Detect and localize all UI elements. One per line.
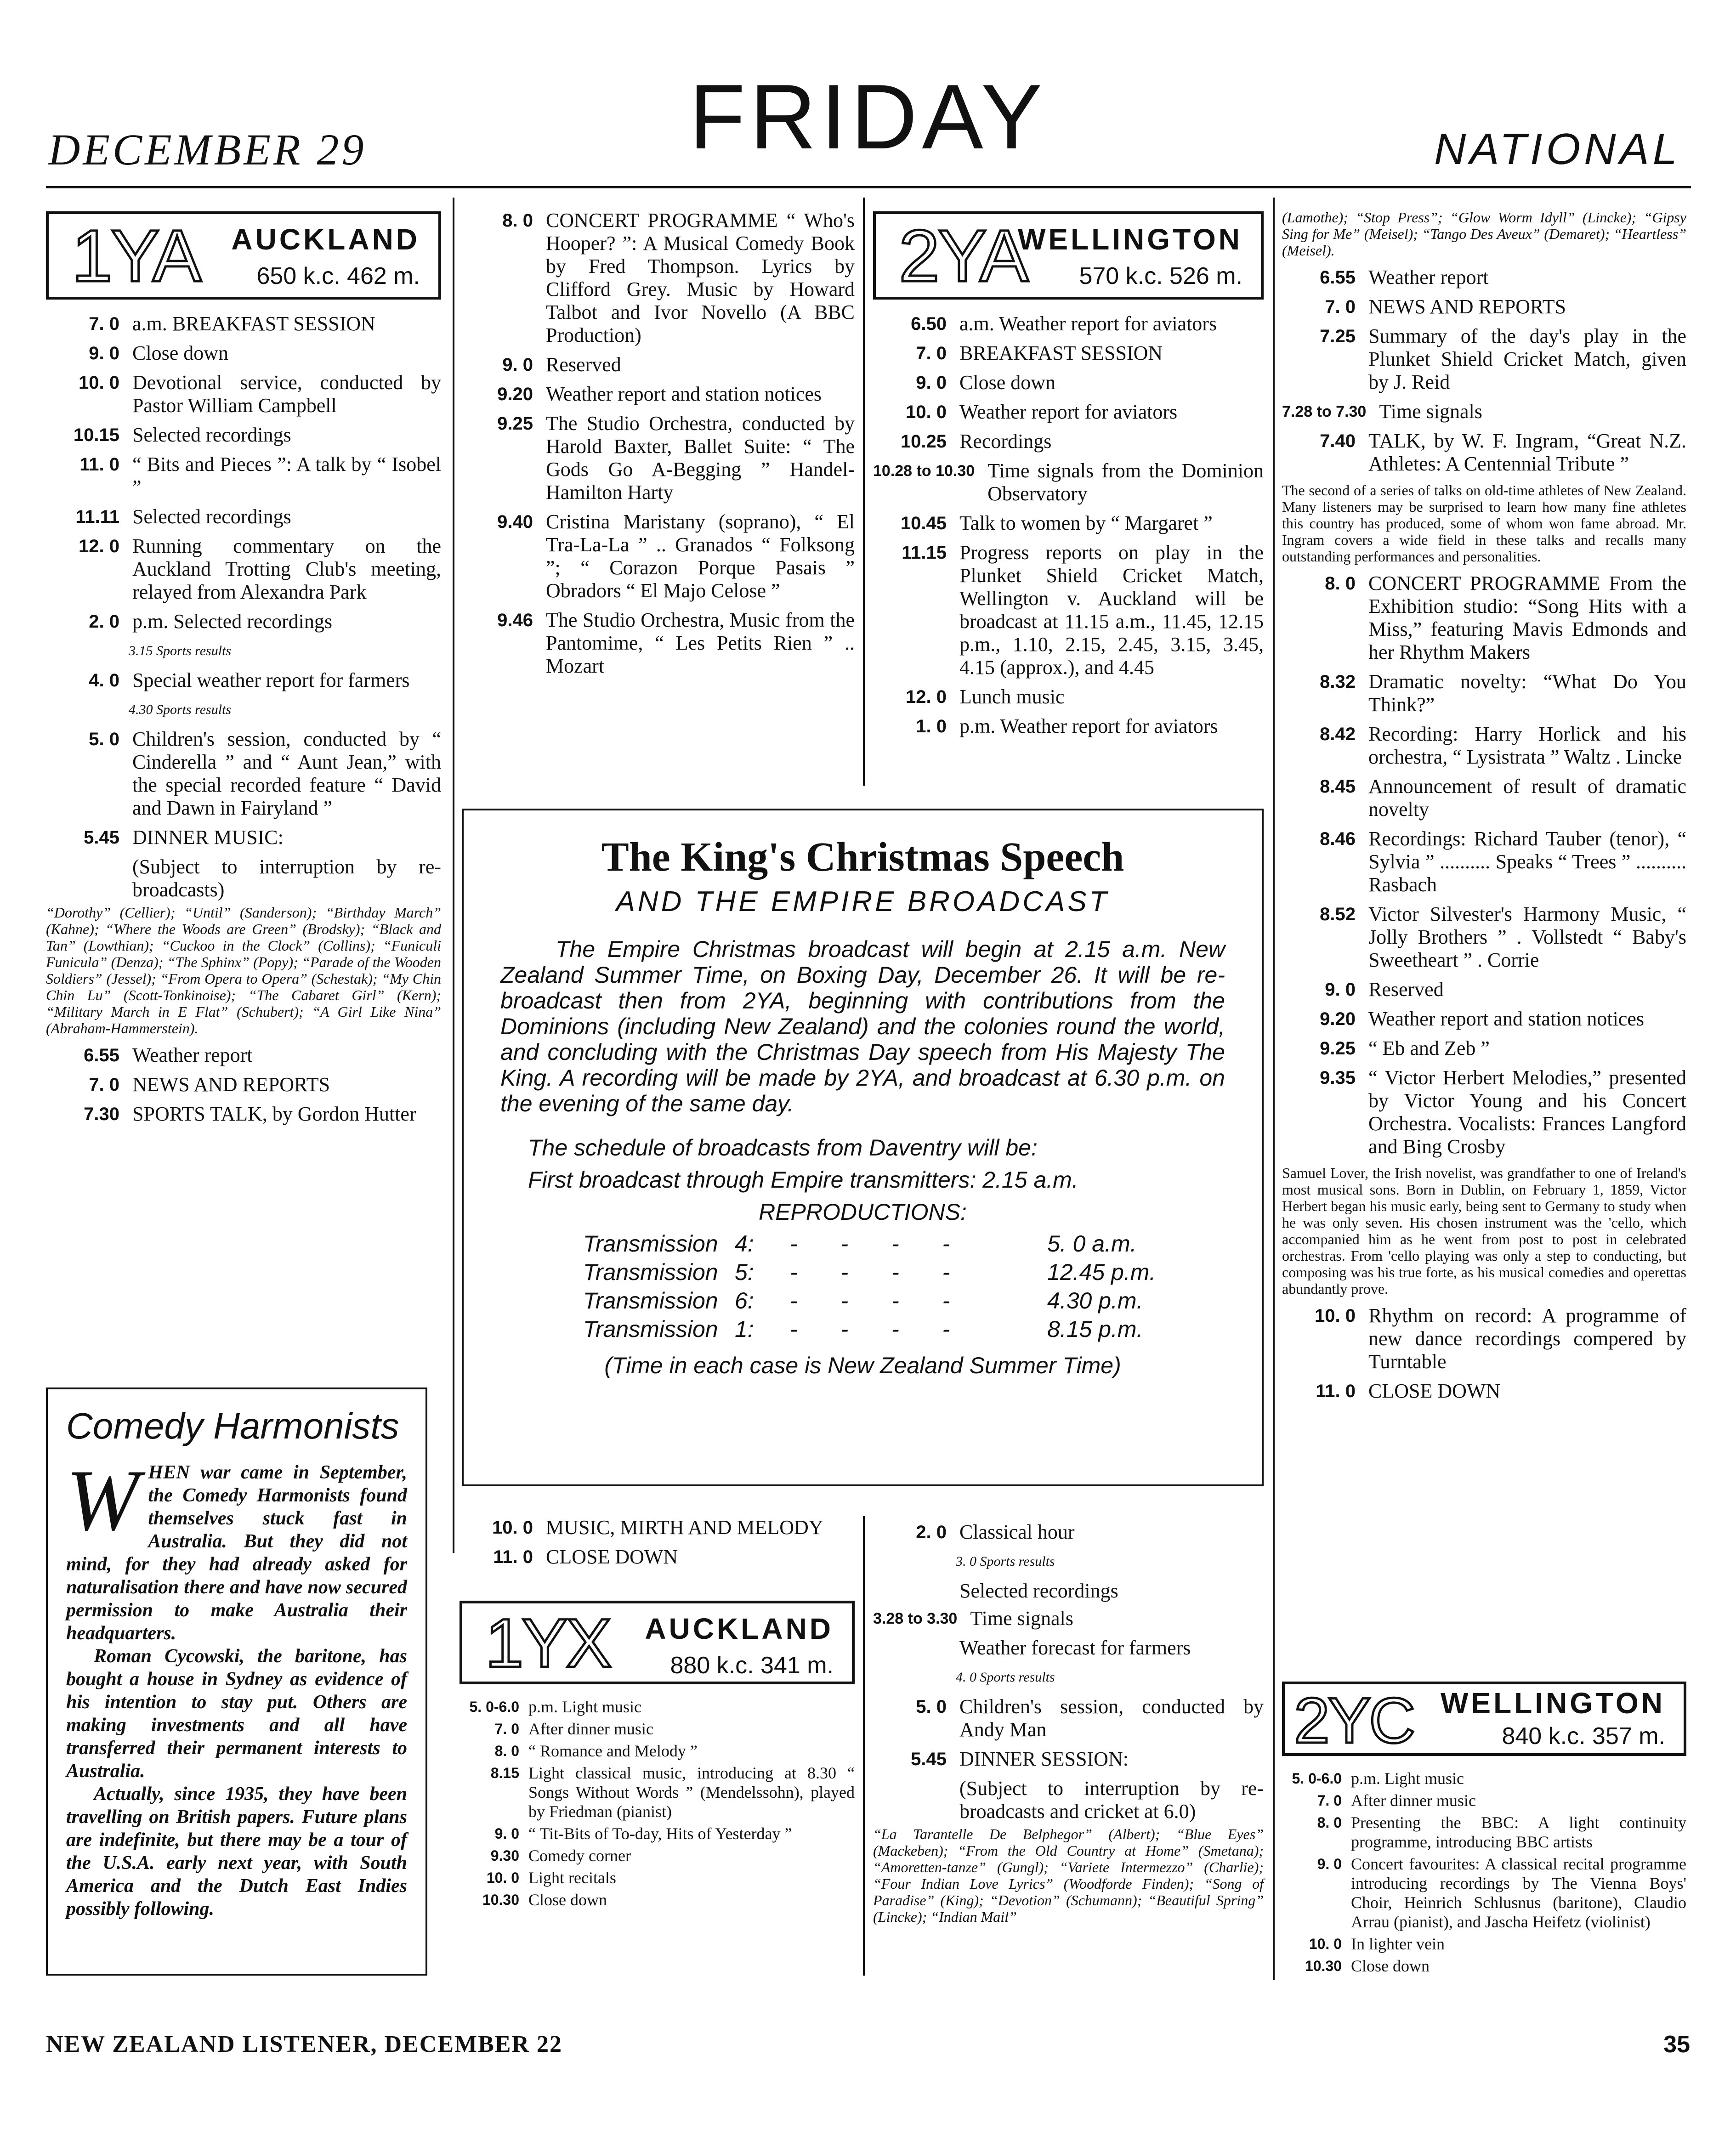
speech-schedule-intro: The schedule of broadcasts from Daventry will be: [528,1135,1038,1161]
programme-item: 10.45 Talk to women by “ Margaret ” [900,512,1213,534]
column-2yc [1282,1682,1686,1978]
column-1yA [46,211,441,1132]
station-logo: 1YA [72,215,200,297]
programme-item: 9. 0 Reserved [502,353,621,376]
comedy-title: Comedy Harmonists [66,1405,399,1446]
station-city: WELLINGTON [1018,223,1242,256]
programme-item: 10. 0 Light recitals [486,1869,616,1887]
programme-item: 8.52 Victor Silvester's Harmony Music, “ Jolly Brothers ” . Vollstedt “ Baby's Sweetheart ” . Corrie [1320,903,1686,971]
programme-item: 7.25 Summary of the day's play in the Plunket Shield Cricket Match, given by J. Reid [1320,325,1686,393]
comedy-para-3: Actually, since 1935, they have been travelling on British papers. Future plans are indefinite, but there may be a tour of the U.S.A. early next year, with South America and the Dutch East Indies possibly following. [66,1784,407,1920]
programme-item: 9.25 The Studio Orchestra, conducted by Harold Baxter, Ballet Suite: “ The Gods Go A-Begging ” Handel-Hamilton Harty [497,412,855,504]
speech-reproductions-heading: REPRODUCTIONS: [759,1199,967,1225]
station-frequency: 840 k.c. 357 m. [1502,1723,1665,1750]
programme-item: 8. 0 “ Romance and Melody ” [494,1742,698,1760]
programme-item: 10. 0 Rhythm on record: A programme of new dance recordings compered by Turntable [1315,1304,1686,1373]
programme-item: 6.55 Weather report [84,1044,253,1066]
programme-item: 8. 0 Presenting the BBC: A light continuity programme, introducing BBC artists [1317,1813,1686,1851]
comedy-para-2: Roman Cycowski, the baritone, has bought a house in Sydney as evidence of his intention to stay put. Others are making investments and all have transferred their permanent interests to Australia. [66,1646,407,1782]
comedy-body [66,1452,407,1920]
column-rule-1 [453,198,454,1553]
kings-speech-box [462,809,1264,1486]
programme-item: 4. 0 Special weather report for farmers [89,669,410,691]
header-day: FRIDAY [689,66,1047,168]
programme-item: 12. 0 Running commentary on the Auckland Trotting Club's meeting, relayed from Alexandra Park [79,535,441,603]
speech-subtitle: AND THE EMPIRE BROADCAST [616,886,1110,917]
comedy-harmonists-box [46,1387,427,1976]
sports-results-note: 3.15 Sports results [129,643,232,658]
speech-footnote: (Time in each case is New Zealand Summer Time) [604,1353,1121,1378]
programme-item: 11.11 Selected recordings [75,505,291,528]
programme-item: 5.45 DINNER SESSION: [911,1748,1129,1770]
programme-item: 8.45 Announcement of result of dramatic novelty [1320,775,1686,821]
1yx-schedule [460,1697,855,1909]
station-logo: 2YC [1294,1684,1414,1756]
2yc-schedule [1282,1769,1686,1976]
programme-item: 9.40 Cristina Maristany (soprano), “ El Tra-La-La ” .. Granados “ Folksong ”; “ Corazon Porque Pasais ” Obradors “ El Majo Celose ” [497,510,855,602]
station-frequency: 650 k.c. 462 m. [256,263,420,289]
selected-recordings: Selected recordings [959,1580,1118,1602]
speech-body: The Empire Christmas broadcast will begin at 2.15 a.m. New Zealand Summer Time, on Boxing Day, December 26. It will be re-broadcast then from 2YA, beginning with contributions from the Dominions (including New Zealand) and the colonies round the world, and concluding with the Christmas Day speech from His Majesty The King. A recording will be made by 2YA, and broadcast at 6.30 p.m. on the evening of the same day. [500,936,1225,1116]
programme-item: 9. 0 “ Tit-Bits of To-day, Hits of Yesterday ” [494,1824,792,1843]
programme-item: 7.28 to 7.30 Time signals [1282,400,1482,423]
header-network: NATIONAL [1434,125,1681,174]
programme-item: 5.45 DINNER MUSIC: [84,826,284,849]
column-1yx [460,1516,855,1912]
programme-item: 5. 0 Children's session, conducted by “ Cinderella ” and “ Aunt Jean,” with the special recorded feature “ David and Dawn in Fairyland ” [89,728,441,819]
programme-item: 12. 0 Lunch music [906,685,1065,708]
comedy-para-1: HEN war came in September, the Comedy Harmonists found themselves stuck fast in Australia. But they did not mind, for they had already asked for naturalisation there and have now secured permission to make Australia their headquarters. [66,1462,407,1644]
programme-item: 5. 0-6.0 p.m. Light music [1292,1769,1464,1788]
transmission-row: Transmission 5: - - - - 12.45 p.m. [583,1259,1156,1285]
programme-item: 9.35 “ Victor Herbert Melodies,” presented by Victor Young and his Concert Orchestra. Vocalists: Frances Langford and Bing Crosby [1320,1066,1686,1158]
station-1yx-banner [460,1601,855,1684]
station-2ya-banner [873,211,1264,300]
column-2ya-evening [1282,209,1686,1409]
programme-item: 9.46 The Studio Orchestra, Music from the Pantomime, “ Les Petits Rien ” .. Mozart [497,609,855,677]
programme-item: 9. 0 Concert favourites: A classical recital programme introducing recordings by The Vienna Boys' Choir, Heinrich Schlusnus (baritone), Claudio Arrau (pianist), and Jascha Heifetz (violinist) [1317,1855,1686,1931]
programme-item: 5. 0 Children's session, conducted by Andy Man [916,1695,1264,1741]
programme-item: 10. 0 Devotional service, conducted by Pastor William Campbell [79,371,441,417]
speech-title: The King's Christmas Speech [601,834,1124,880]
station-1ya-banner [46,211,441,300]
programme-item: 7. 0 BREAKFAST SESSION [916,342,1163,364]
programme-item: 9. 0 Reserved [1325,978,1444,1001]
programme-item: 1. 0 p.m. Weather report for aviators [916,715,1218,737]
station-city: AUCKLAND [645,1612,834,1645]
programme-item: 7. 0 NEWS AND REPORTS [89,1073,330,1096]
sports-results-note: 4.30 Sports results [129,702,232,717]
programme-item: 7.30 SPORTS TALK, by Gordon Hutter [84,1103,416,1125]
programme-item: 10.25 Recordings [900,430,1052,453]
programme-item: 3.28 to 3.30 Time signals [873,1607,1073,1630]
programme-item: 8. 0 CONCERT PROGRAMME “ Who's Hooper? ”: A Musical Comedy Book by Fred Thompson. Lyrics by Clifford Grey. Music by Howard Talbot and Ivor Novello (A BBC Production) [502,209,855,346]
dinner-music-list-continued: (Lamothe); “Stop Press”; “Glow Worm Idyll” (Lincke); “Gipsy Sing for Me” (Meisel); “Tango Des Aveux” (Demaret); “Heartless” (Meisel). [1282,209,1686,259]
transmission-row: Transmission 1: - - - - 8.15 p.m. [583,1316,1143,1342]
programme-item: 10.28 to 10.30 Time signals from the Dominion Observatory [873,459,1264,505]
station-city: WELLINGTON [1441,1687,1665,1720]
programme-item: 6.50 a.m. Weather report for aviators [911,312,1217,335]
programme-item: 7.40 TALK, by W. F. Ingram, “Great N.Z. Athletes: A Centennial Tribute ” [1320,430,1686,475]
dinner-music-list: “Dorothy” (Cellier); “Until” (Sanderson); “Birthday March” (Kahne); “Where the Woods are Green” (Brodsky); “Black and Tan” (Lowthian); “Cuckoo in the Clock” (Collins); “Funiculi Funicula” (Denza); “The Sphinx” (Popy); “Parade of the Wooden Soldiers” (Jessel); “From Opera to Opera” (Schestak); “My Chin Chin Lu” (Scott-Tonkinoise); “The Cabaret Girl” (Kern); “Military March in E Flat” (Schubert); “A Girl Like Nina” (Abraham-Hammerstein). [46,904,441,1036]
programme-item: 9.30 Comedy corner [490,1846,631,1865]
programme-item: 8. 0 CONCERT PROGRAMME From the Exhibition studio: “Song Hits with a Miss,” featuring Mavis Edmonds and her Rhythm Makers [1325,572,1686,663]
programme-item: Weather forecast for farmers [959,1637,1191,1659]
station-logo: 2YA [899,215,1027,297]
programme-item: 11. 0 CLOSE DOWN [1316,1380,1501,1402]
programme-item: 2. 0 Classical hour [916,1521,1075,1543]
programme-item: 10. 0 In lighter vein [1309,1935,1445,1953]
programme-item: 9.20 Weather report and station notices [1320,1008,1645,1030]
programme-item: 8.15 Light classical music, introducing at 8.30 “ Songs Without Words ” (Mendelssohn), played by Friedman (pianist) [490,1764,855,1821]
programme-item: 2. 0 p.m. Selected recordings [89,610,332,633]
programme-item: 5. 0-6.0 p.m. Light music [469,1698,641,1716]
transmission-row: Transmission 4: - - - - 5. 0 a.m. [583,1231,1137,1257]
column-1ya-evening [460,209,855,684]
station-frequency: 570 k.c. 526 m. [1079,263,1242,289]
column-rule-2b [863,1516,865,1976]
programme-item: 9.25 “ Eb and Zeb ” [1320,1037,1490,1059]
station-frequency: 880 k.c. 341 m. [670,1652,834,1679]
header-date: DECEMBER 29 [48,125,367,174]
footer-publication: NEW ZEALAND LISTENER, DECEMBER 22 [46,2031,563,2057]
programme-item: 7. 0 NEWS AND REPORTS [1325,295,1566,318]
column-rule-3 [1273,198,1275,1980]
programme-item: 7. 0 After dinner music [1317,1791,1476,1810]
programme-item: 11. 0 CLOSE DOWN [493,1546,678,1568]
programme-item: 7. 0 After dinner music [494,1720,653,1738]
sports-results-note: 4. 0 Sports results [956,1670,1055,1685]
programme-item: 11. 0 “ Bits and Pieces ”: A talk by “ Isobel ” [79,453,441,498]
programme-item: 10.30 Close down [482,1891,607,1909]
footer-page-number: 35 [1663,2031,1690,2058]
programme-item: 8.42 Recording: Harry Horlick and his orchestra, “ Lysistrata ” Waltz . Lincke [1320,723,1686,768]
programme-item: 8.46 Recordings: Richard Tauber (tenor), “ Sylvia ” .......... Speaks “ Trees ” .......... Rasbach [1320,827,1686,896]
transmission-row: Transmission 6: - - - - 4.30 p.m. [583,1288,1143,1314]
herbert-note: Samuel Lover, the Irish novelist, was grandfather to one of Ireland's most musical sons. Born in Dublin, on February 1, 1859, Victor Herbert began his music early, being sent to Germany to study when he was only seven. His chosen instrument was the 'cello, which accompanied him as he went from post to post in celebrated orchestras. From 'cello playing was only a step to conducting, but composing was his true forte, as his musical comedies and operettas abundantly prove. [1282,1165,1686,1297]
station-2yc-banner [1282,1682,1686,1756]
sports-results-note: 3. 0 Sports results [956,1554,1055,1569]
programme-item: 10.30 Close down [1305,1957,1430,1975]
drop-cap: W [66,1452,139,1549]
programme-item: 11.15 Progress reports on play in the Plunket Shield Cricket Match, Wellington v. Auckland will be broadcast at 11.15 a.m., 11.45, 12.15 p.m., 1.10, 2.15, 2.45, 3.15, 3.45, 4.15 (approx.), and 4.45 [902,541,1264,679]
speech-first-broadcast: First broadcast through Empire transmitters: 2.15 a.m. [528,1167,1078,1193]
station-logo: 1YX [485,1604,610,1682]
dinner-music-list: “La Tarantelle De Belphegor” (Albert); “Blue Eyes” (Mackeben); “From the Old Country at Home” (Smetana); “Amoretten-tanze” (Gungl); “Variete Intermezzo” (Charlie); “Four Indian Love Lyrics” (Woodforde Finden); “Song of Paradise” (King); “Devotion” (Schumann); “Beautiful Spring” (Lincke); “Indian Mail” [873,1826,1264,1925]
programme-item: 9.20 Weather report and station notices [497,383,822,405]
column-2ya [873,211,1264,744]
talk-note: The second of a series of talks on old-time athletes of New Zealand. Many listeners may be surprised to learn how many fine athletes this country has produced, some of whom won fame abroad. Mr. Ingram covers a wide field in these talks and recalls many outstanding performances and personalities. [1282,482,1686,565]
programme-item: 9. 0 Close down [89,342,228,364]
column-rule-2 [863,198,865,786]
dinner-note: (Subject to interruption by re-broadcasts) [132,855,441,901]
header-rule [46,186,1691,188]
programme-item: 8.32 Dramatic novelty: “What Do You Think?” [1320,670,1686,716]
programme-item: 10. 0 MUSIC, MIRTH AND MELODY [492,1516,823,1539]
column-2ya-afternoon [873,1521,1264,1932]
programme-item: 10. 0 Weather report for aviators [906,401,1178,423]
transmission-table [583,1229,1225,1343]
programme-item: 10.15 Selected recordings [73,424,291,446]
dinner-note: (Subject to interruption by re-broadcasts and cricket at 6.0) [959,1777,1264,1823]
programme-item: 6.55 Weather report [1320,266,1489,289]
programme-item: 9. 0 Close down [916,371,1055,394]
station-city: AUCKLAND [231,223,420,256]
programme-item: 7. 0 a.m. BREAKFAST SESSION [89,312,375,335]
